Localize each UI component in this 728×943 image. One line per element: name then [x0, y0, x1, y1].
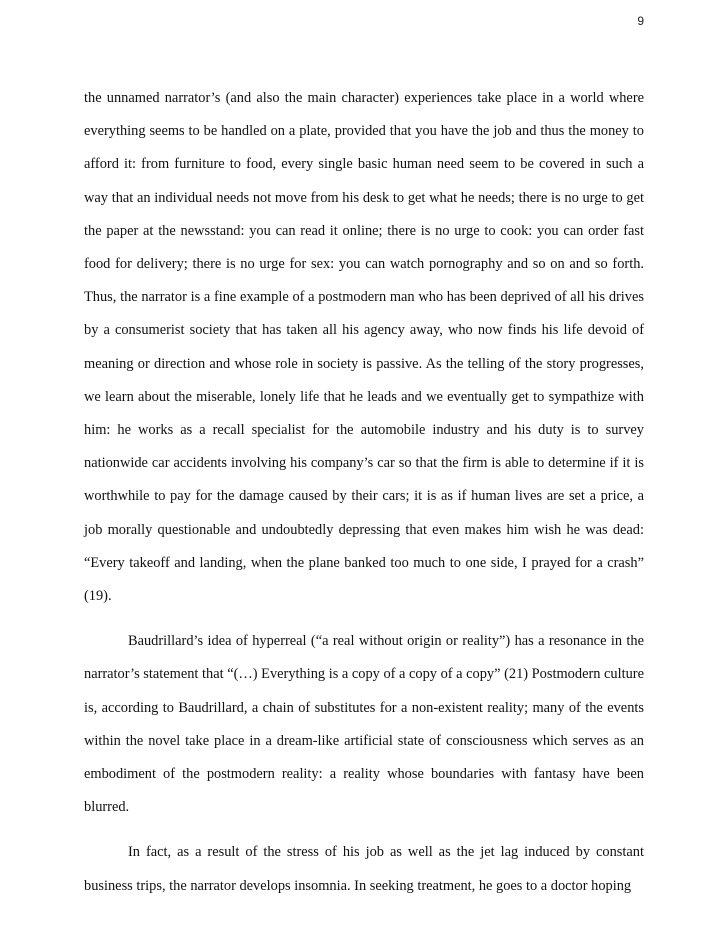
- paragraph-3: In fact, as a result of the stress of his job as well as the jet lag induced by constant business trips, the narrator develops insomnia. In seeking treatment, he goes to a doctor hoping: [84, 844, 644, 894]
- body-text: [84, 82, 644, 903]
- paragraph-2: Baudrillard’s idea of hyperreal (“a real without origin or reality”) has a resonance in the narrator’s statement that “(…) Everything is a copy of a copy of a copy” (21) Postmodern culture is, according to Baudrillard, a chain of substitutes for a non-existent reality; many of the events within the novel take place in a dream-like artificial state of consciousness which serves as an embodiment of the postmodern reality: a reality whose boundaries with fantasy have been blurred.: [84, 633, 644, 816]
- paragraph-1: the unnamed narrator’s (and also the main character) experiences take place in a world where everything seems to be handled on a plate, provided that you have the job and thus the money to afford it: from furniture to food, every single basic human need seem to be covered in such a way that an individual needs not move from his desk to get what he needs; there is no urge to get the paper at the newsstand: you can read it online; there is no urge to cook: you can order fast food for delivery; there is no urge for sex: you can watch pornography and so on and so forth. Thus, the narrator is a fine example of a postmodern man who has been deprived of all his drives by a consumerist society that has taken all his agency away, who now finds his life devoid of meaning or direction and whose role in society is passive. As the telling of the story progresses, we learn about the miserable, lonely life that he leads and we eventually get to sympathize with him: he works as a recall specialist for the automobile industry and his duty is to survey nationwide car accidents involving his company’s car so that the firm is able to determine if it is worthwhile to pay for the damage caused by their cars; it is as if human lives are set a price, a job morally questionable and undoubtedly depressing that even makes him wish he was dead: “Every takeoff and landing, when the plane banked too much to one side, I prayed for a crash” (19).: [84, 90, 644, 605]
- page-number: 9: [637, 14, 644, 28]
